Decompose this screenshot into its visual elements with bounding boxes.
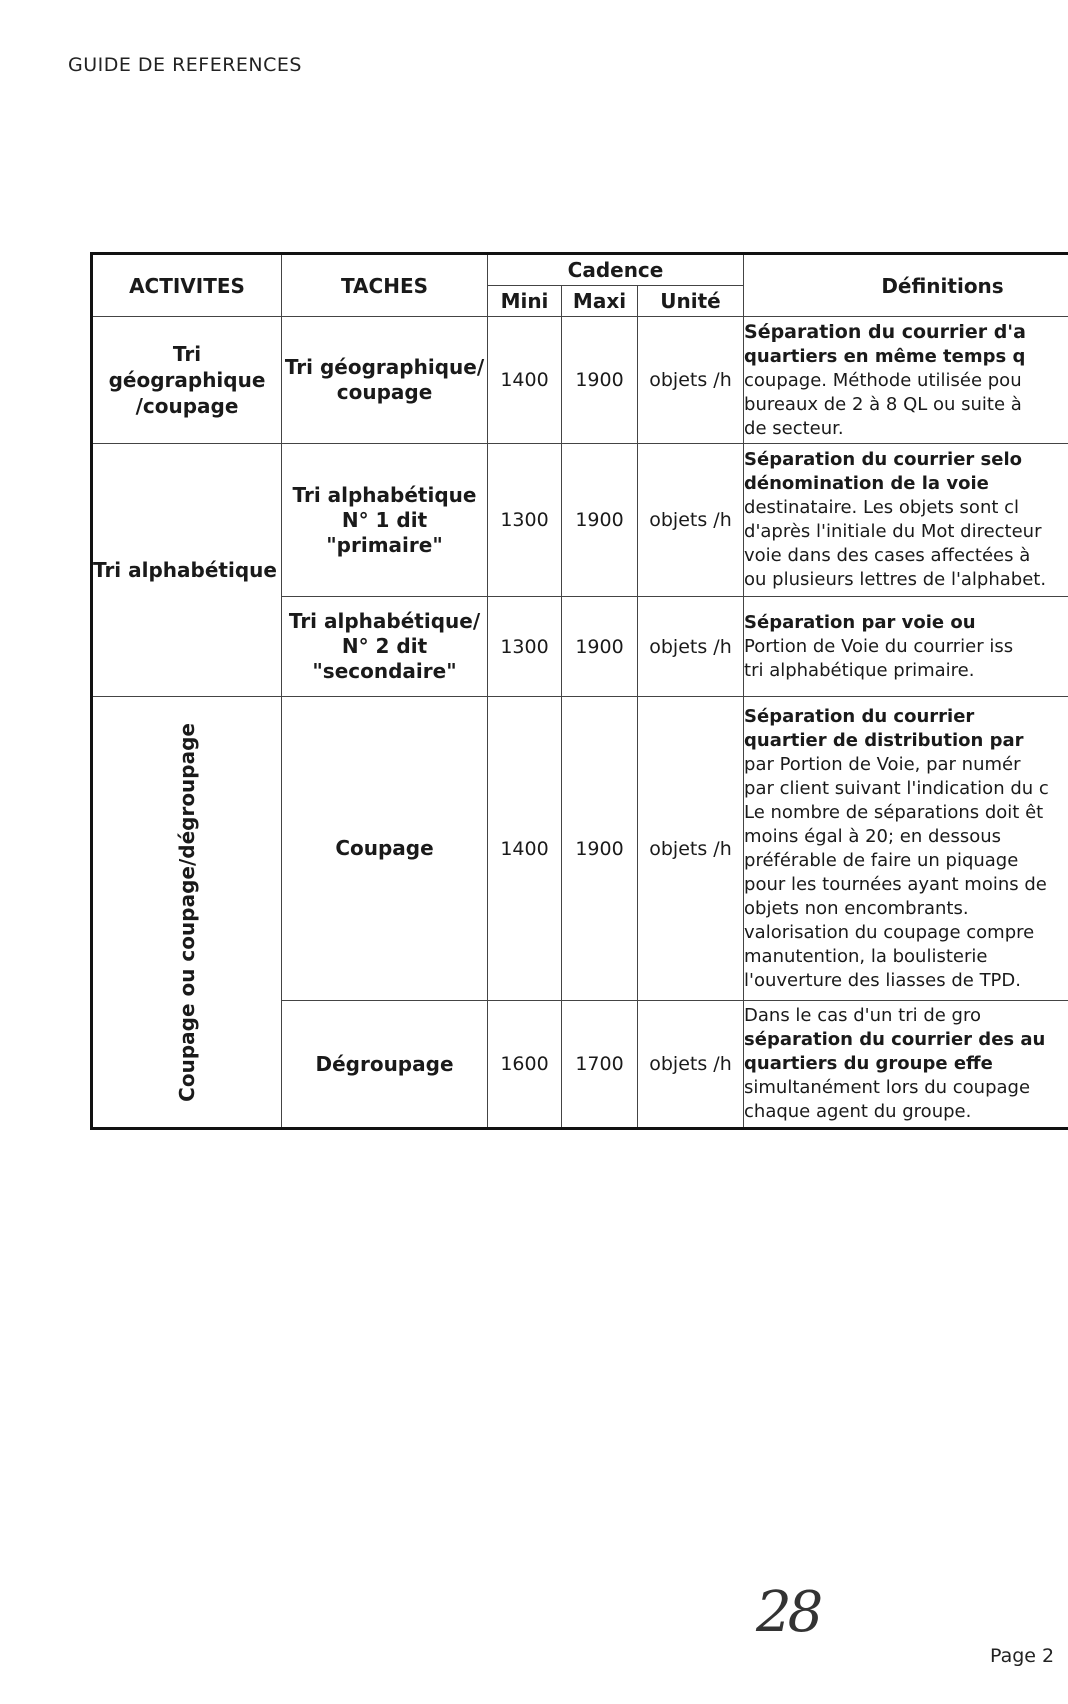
- header-unite: Unité: [638, 286, 744, 317]
- activity-cell: [92, 697, 282, 1129]
- mini-cell: 1300: [488, 444, 562, 597]
- definition-line: destinataire. Les objets sont cl: [744, 497, 1020, 518]
- definition-line: Le nombre de séparations doit êt: [744, 801, 1044, 823]
- header-taches: TACHES: [282, 254, 488, 317]
- header-activites: ACTIVITES: [92, 254, 282, 317]
- maxi-cell: 1900: [562, 697, 638, 1001]
- definition-line: moins égal à 20; en dessous: [744, 825, 1002, 847]
- definition-line: d'après l'initiale du Mot directeur: [744, 521, 1042, 542]
- header-definitions: Définitions: [744, 254, 1068, 317]
- unit-cell: objets /h: [638, 697, 744, 1001]
- table-row: [92, 444, 1068, 597]
- definition-line: Séparation par voie ou: [744, 611, 976, 633]
- mini-cell: 1300: [488, 597, 562, 697]
- handwritten-page-number: 28: [756, 1580, 820, 1645]
- task-cell: Tri géographique/ coupage: [282, 317, 488, 444]
- mini-cell: 1400: [488, 697, 562, 1001]
- activity-vertical-label: Coupage ou coupage/dégroupage: [175, 722, 199, 1102]
- task-cell: Dégroupage: [282, 1001, 488, 1129]
- definition-line: quartiers en même temps q: [744, 345, 1026, 367]
- task-cell: Tri alphabétique N° 1 dit "primaire": [282, 444, 488, 597]
- mini-cell: 1400: [488, 317, 562, 444]
- definition-cell: [744, 597, 1068, 697]
- definition-line: quartier de distribution par: [744, 729, 1024, 751]
- definition-line: bureaux de 2 à 8 QL ou suite à: [744, 393, 1022, 415]
- definition-cell: [744, 444, 1068, 597]
- definition-line: Dans le cas d'un tri de gro: [744, 1005, 981, 1026]
- definition-line: dénomination de la voie: [744, 473, 989, 494]
- activity-cell: Tri alphabétique: [92, 444, 282, 697]
- definition-line: simultanément lors du coupage: [744, 1077, 1031, 1098]
- definition-line: Séparation du courrier d'a: [744, 320, 1026, 343]
- definition-line: manutention, la boulisterie: [744, 945, 988, 967]
- definition-line: voie dans des cases affectées à: [744, 545, 1031, 566]
- definition-cell: [744, 697, 1068, 1001]
- unit-cell: objets /h: [638, 444, 744, 597]
- definition-line: chaque agent du groupe.: [744, 1101, 972, 1122]
- header-mini: Mini: [488, 286, 562, 317]
- unit-cell: objets /h: [638, 597, 744, 697]
- unit-cell: objets /h: [638, 1001, 744, 1129]
- reference-table-container: [90, 252, 1068, 1130]
- definition-line: de secteur.: [744, 417, 844, 439]
- table-row: [92, 317, 1068, 444]
- unit-cell: objets /h: [638, 317, 744, 444]
- definition-line: séparation du courrier des au: [744, 1029, 1046, 1050]
- definition-line: objets non encombrants.: [744, 897, 969, 919]
- header-cadence: Cadence: [488, 254, 744, 286]
- definition-line: tri alphabétique primaire.: [744, 659, 975, 681]
- page-header-title: GUIDE DE REFERENCES: [68, 54, 302, 76]
- mini-cell: 1600: [488, 1001, 562, 1129]
- definition-line: l'ouverture des liasses de TPD.: [744, 969, 1021, 991]
- maxi-cell: 1900: [562, 444, 638, 597]
- definition-line: coupage. Méthode utilisée pou: [744, 369, 1022, 391]
- definition-line: quartiers du groupe effe: [744, 1053, 993, 1074]
- activity-cell: Tri géographique /coupage: [92, 317, 282, 444]
- definition-line: par client suivant l'indication du c: [744, 777, 1049, 799]
- maxi-cell: 1900: [562, 317, 638, 444]
- reference-table: [90, 252, 1068, 1130]
- task-cell: Coupage: [282, 697, 488, 1001]
- definition-line: pour les tournées ayant moins de: [744, 873, 1047, 895]
- definition-line: Séparation du courrier selo: [744, 449, 1023, 470]
- definition-line: ou plusieurs lettres de l'alphabet.: [744, 569, 1047, 590]
- definition-line: préférable de faire un piquage: [744, 849, 1019, 871]
- definition-line: valorisation du coupage compre: [744, 921, 1035, 943]
- maxi-cell: 1900: [562, 597, 638, 697]
- maxi-cell: 1700: [562, 1001, 638, 1129]
- page-label: Page 2: [990, 1645, 1055, 1667]
- header-maxi: Maxi: [562, 286, 638, 317]
- definition-line: Séparation du courrier: [744, 705, 975, 727]
- table-row: [92, 697, 1068, 1001]
- definition-cell: [744, 317, 1068, 444]
- definition-cell: [744, 1001, 1068, 1129]
- definition-line: Portion de Voie du courrier iss: [744, 635, 1014, 657]
- definition-line: par Portion de Voie, par numér: [744, 753, 1021, 775]
- task-cell: Tri alphabétique/ N° 2 dit "secondaire": [282, 597, 488, 697]
